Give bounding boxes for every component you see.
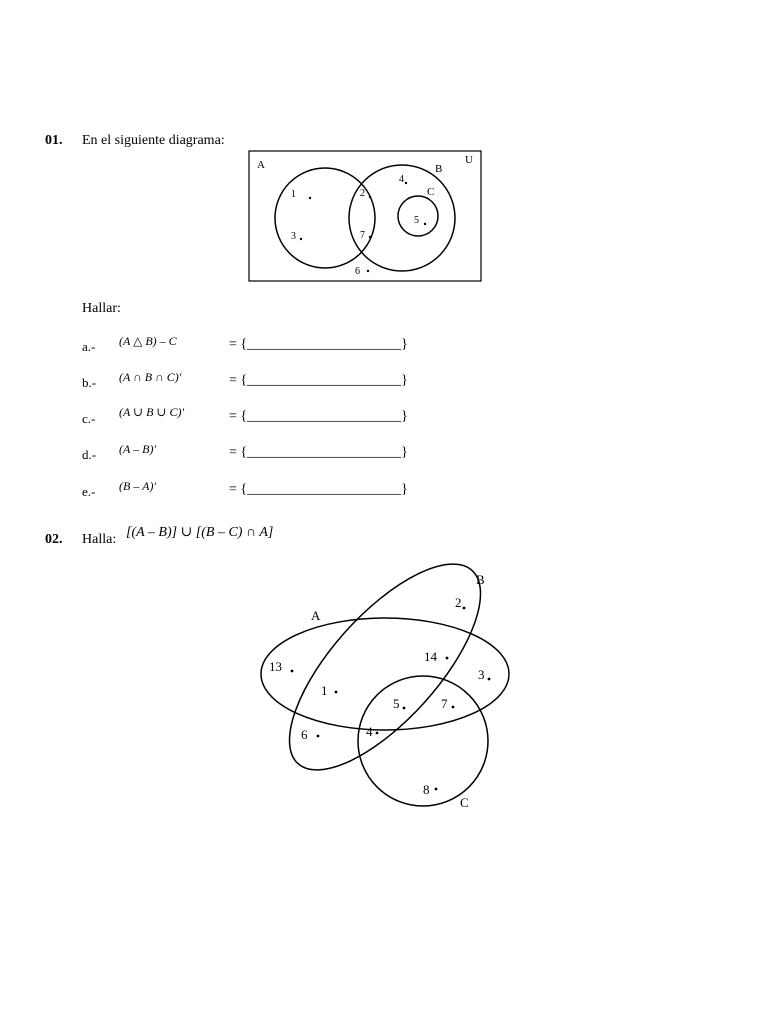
element-6: 6 <box>301 727 308 742</box>
set-a-label: A <box>311 608 321 623</box>
item-b-answer-blank: = {______________________} <box>229 373 408 388</box>
problem-2-expression: [(A – B)] ∪ [(B – C) ∩ A] <box>126 525 274 540</box>
element-5: 5 <box>414 215 419 226</box>
element-dot <box>452 706 455 709</box>
element-14: 14 <box>424 649 437 664</box>
find-label: Hallar: <box>82 301 121 316</box>
item-c-expression: (A ∪ B ∪ C)' <box>119 405 185 419</box>
problem-2-statement: Halla: <box>82 532 117 547</box>
set-b-label: B <box>476 572 485 587</box>
item-a-letter: a.- <box>82 339 96 354</box>
element-4: 4 <box>399 174 404 185</box>
problem-2-number: 02. <box>45 532 63 547</box>
element-dot <box>376 732 379 735</box>
element-1: 1 <box>321 683 328 698</box>
element-7: 7 <box>441 696 448 711</box>
element-2: 2 <box>455 595 462 610</box>
element-6: 6 <box>355 266 360 277</box>
element-dot <box>403 707 406 710</box>
item-c-letter: c.- <box>82 411 96 426</box>
problem-1-number: 01. <box>45 133 63 148</box>
item-b-letter: b.- <box>82 375 97 390</box>
set-b-label: B <box>435 163 443 175</box>
element-2: 2 <box>360 188 365 199</box>
element-8: 8 <box>423 782 430 797</box>
set-a-ellipse <box>261 618 509 730</box>
item-d-expression: (A – B)' <box>119 442 157 456</box>
item-e-expression: (B – A)' <box>119 479 157 493</box>
item-e-answer-blank: = {______________________} <box>229 482 408 497</box>
element-dot <box>435 788 438 791</box>
element-5: 5 <box>393 696 400 711</box>
element-13: 13 <box>269 659 282 674</box>
item-a-answer-blank: = {______________________} <box>229 337 408 352</box>
item-d-answer-blank: = {______________________} <box>229 445 408 460</box>
item-c-answer-blank: = {______________________} <box>229 409 408 424</box>
set-a-label: A <box>257 159 265 171</box>
element-dot <box>291 670 294 673</box>
item-b-expression: (A ∩ B ∩ C)' <box>119 370 182 384</box>
problem-1-statement: En el siguiente diagrama: <box>82 133 225 148</box>
item-e-letter: e.- <box>82 484 96 499</box>
item-d-letter: d.- <box>82 447 97 462</box>
element-4: 4 <box>366 724 373 739</box>
universe-label: U <box>465 154 473 166</box>
set-c-label: C <box>427 186 435 198</box>
element-1: 1 <box>291 189 296 200</box>
element-7: 7 <box>360 230 365 241</box>
element-dot <box>317 735 320 738</box>
element-dot <box>488 678 491 681</box>
element-dot <box>446 657 449 660</box>
element-dot <box>335 691 338 694</box>
element-dot <box>463 607 466 610</box>
set-c-label: C <box>460 795 469 810</box>
element-3: 3 <box>291 231 296 242</box>
set-b-ellipse <box>259 535 512 799</box>
element-3: 3 <box>478 667 485 682</box>
item-a-expression: (A △ B) – C <box>119 334 177 348</box>
